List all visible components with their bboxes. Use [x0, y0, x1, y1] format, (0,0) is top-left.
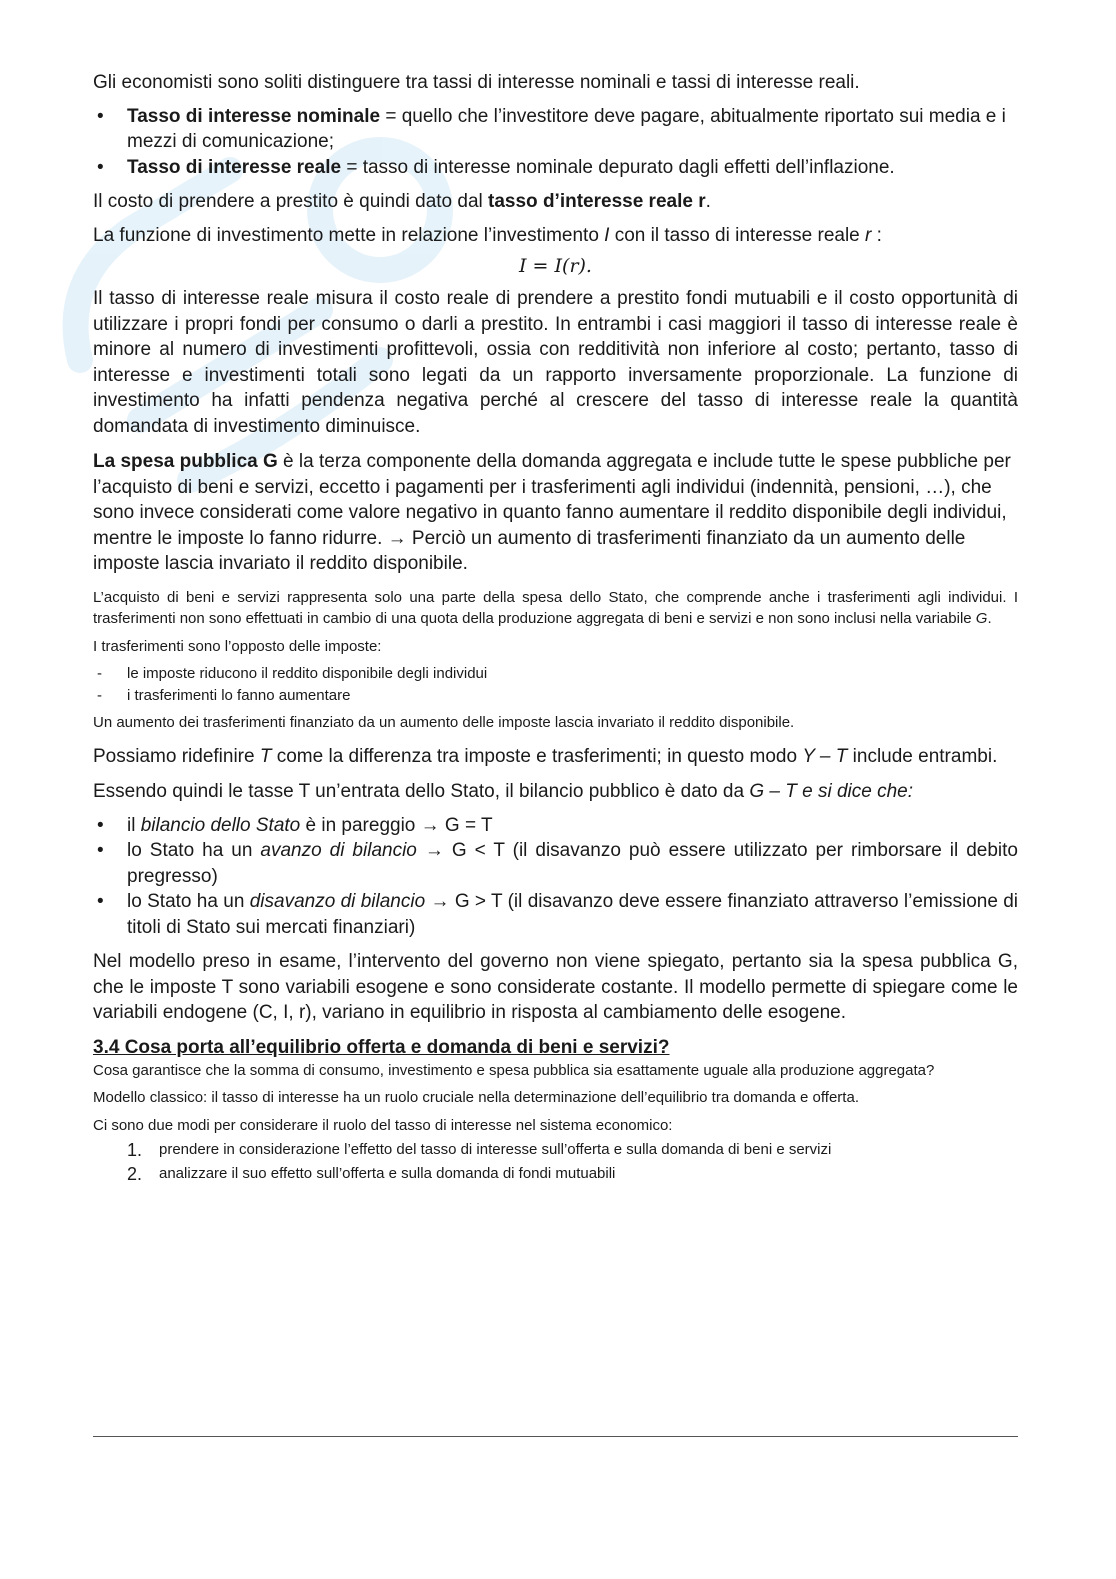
bullet-icon: • — [97, 814, 104, 836]
ways-paragraph: Ci sono due modi per considerare il ruolo del tasso di interesse nel sistema economico: — [93, 1116, 673, 1134]
list-item: • il bilancio dello Stato è in pareggio → G = T — [93, 813, 1018, 839]
question-paragraph: Cosa garantisce che la somma di consumo, investimento e spesa pubblica sia esattamente uguale alla produzione aggregata? — [93, 1061, 935, 1079]
bullet-icon: • — [97, 105, 104, 127]
rate-definitions-list — [93, 104, 1018, 181]
section-heading: 3.4 Cosa porta all’equilibrio offerta e domanda di beni e servizi? — [93, 1036, 670, 1058]
document-page — [93, 70, 1018, 1186]
list-item: - i trasferimenti lo fanno aumentare — [93, 685, 1018, 707]
transfers-conclusion: Un aumento dei trasferimenti finanziato da un aumento delle imposte lascia invariato il reddito disponibile. — [93, 714, 795, 731]
bullet-icon: • — [97, 156, 104, 178]
bullet-icon: • — [97, 840, 104, 861]
arrow-right-icon: → — [424, 840, 444, 861]
transfers-list — [93, 663, 1018, 706]
model-paragraph: Nel modello preso in esame, l’intervento del governo non viene spiegato, pertanto sia la spesa pubblica G, che le imposte T sono variabili esogene e sono considerate costante. Il modello permette di spiegare come le variabili endogene (C, I, r), variano in equilibrio in risposta al cambiamento delle esogene. — [93, 951, 1018, 1023]
arrow-right-icon: → — [420, 814, 440, 836]
dash-marker: - — [97, 665, 102, 682]
bullet-icon: • — [97, 891, 104, 912]
classic-model-paragraph: Modello classico: il tasso di interesse ha un ruolo cruciale nella determinazione dell’equilibrio tra domanda e offerta. — [93, 1089, 859, 1106]
purchase-note: L’acquisto di beni e servizi rappresenta solo una parte della spesa dello Stato, che comprende anche i trasferimenti agli individui. I trasferimenti non sono effettuati in cambio di una quota della produzione aggregata di beni e servizi e non sono inclusi nella variabile G. — [93, 588, 1018, 627]
investment-formula: I = I(r). — [519, 255, 592, 277]
budget-intro-paragraph: Essendo quindi le tasse T un’entrata dello Stato, il bilancio pubblico è dato da G – T e si dice che: — [93, 781, 913, 802]
intro-paragraph: Gli economisti sono soliti distinguere tra tassi di interesse nominali e tassi di interesse reali. — [93, 72, 860, 93]
list-item: • lo Stato ha un disavanzo di bilancio → G > T (il disavanzo deve essere finanziato attraverso l’emissione di titoli di Stato sui mercati finanziari) — [97, 891, 1019, 938]
list-item: • Tasso di interesse nominale = quello che l’investitore deve pagare, abitualmente riportato sui media e i mezzi di comunicazione; — [97, 105, 1006, 152]
list-item: • lo Stato ha un avanzo di bilancio → G < T (il disavanzo può essere utilizzato per rimborsare il debito pregresso) — [97, 840, 1018, 887]
ways-list — [93, 1138, 1018, 1186]
cost-paragraph: Il costo di prendere a prestito è quindi dato dal tasso d’interesse reale r. — [93, 191, 711, 212]
transfers-note: I trasferimenti sono l’opposto delle imposte: — [93, 637, 382, 655]
redefine-paragraph: Possiamo ridefinire T come la differenza tra imposte e trasferimenti; in questo modo Y – T include entrambi. — [93, 745, 998, 767]
public-spending-paragraph: La spesa pubblica G è la terza componente della domanda aggregata e include tutte le spese pubbliche per l’acquisto di beni e servizi, eccetto i pagamenti per i trasferimenti agli individui (indennità, pensioni, …), che sono invece considerati come valore negativo in quanto fanno aumentare il reddito disponibile degli individui, mentre le imposte lo fanno ridurre. → Perciò un aumento di trasferimenti finanziato da un aumento delle imposte lascia invariato il reddito disponibile. — [93, 451, 1011, 574]
investment-function-paragraph: La funzione di investimento mette in relazione l’investimento I con il tasso di interesse reale r : — [93, 224, 882, 246]
list-item: 2. analizzare il suo effetto sull’offerta e sulla domanda di fondi mutuabili — [127, 1164, 616, 1184]
real-rate-paragraph: Il tasso di interesse reale misura il costo reale di prendere a prestito fondi mutuabili e il costo opportunità di utilizzare i propri fondi per consumo o darli a prestito. In entrambi i casi maggiori il tasso di interesse reale è minore al numero di investimenti profittevoli, ossia con redditività non inferiore al costo; pertanto, tasso di interesse e investimenti totali sono legati da un rapporto inversamente proporzionale. La funzione di investimento ha infatti pendenza negativa perché al crescere del tasso di interesse reale la quantità domandata di investimento diminuisce. — [93, 288, 1018, 437]
dash-marker: - — [97, 686, 102, 704]
arrow-right-icon: → — [430, 891, 450, 912]
footer-divider — [93, 1436, 1018, 1437]
list-item: 1. prendere in considerazione l’effetto del tasso di interesse sull’offerta e sulla domanda di beni e servizi — [127, 1140, 832, 1160]
budget-list — [93, 813, 1018, 941]
list-item: • Tasso di interesse reale = tasso di interesse nominale depurato dagli effetti dell’inflazione. — [93, 155, 1018, 181]
list-item: - le imposte riducono il reddito disponibile degli individui — [93, 663, 1018, 685]
